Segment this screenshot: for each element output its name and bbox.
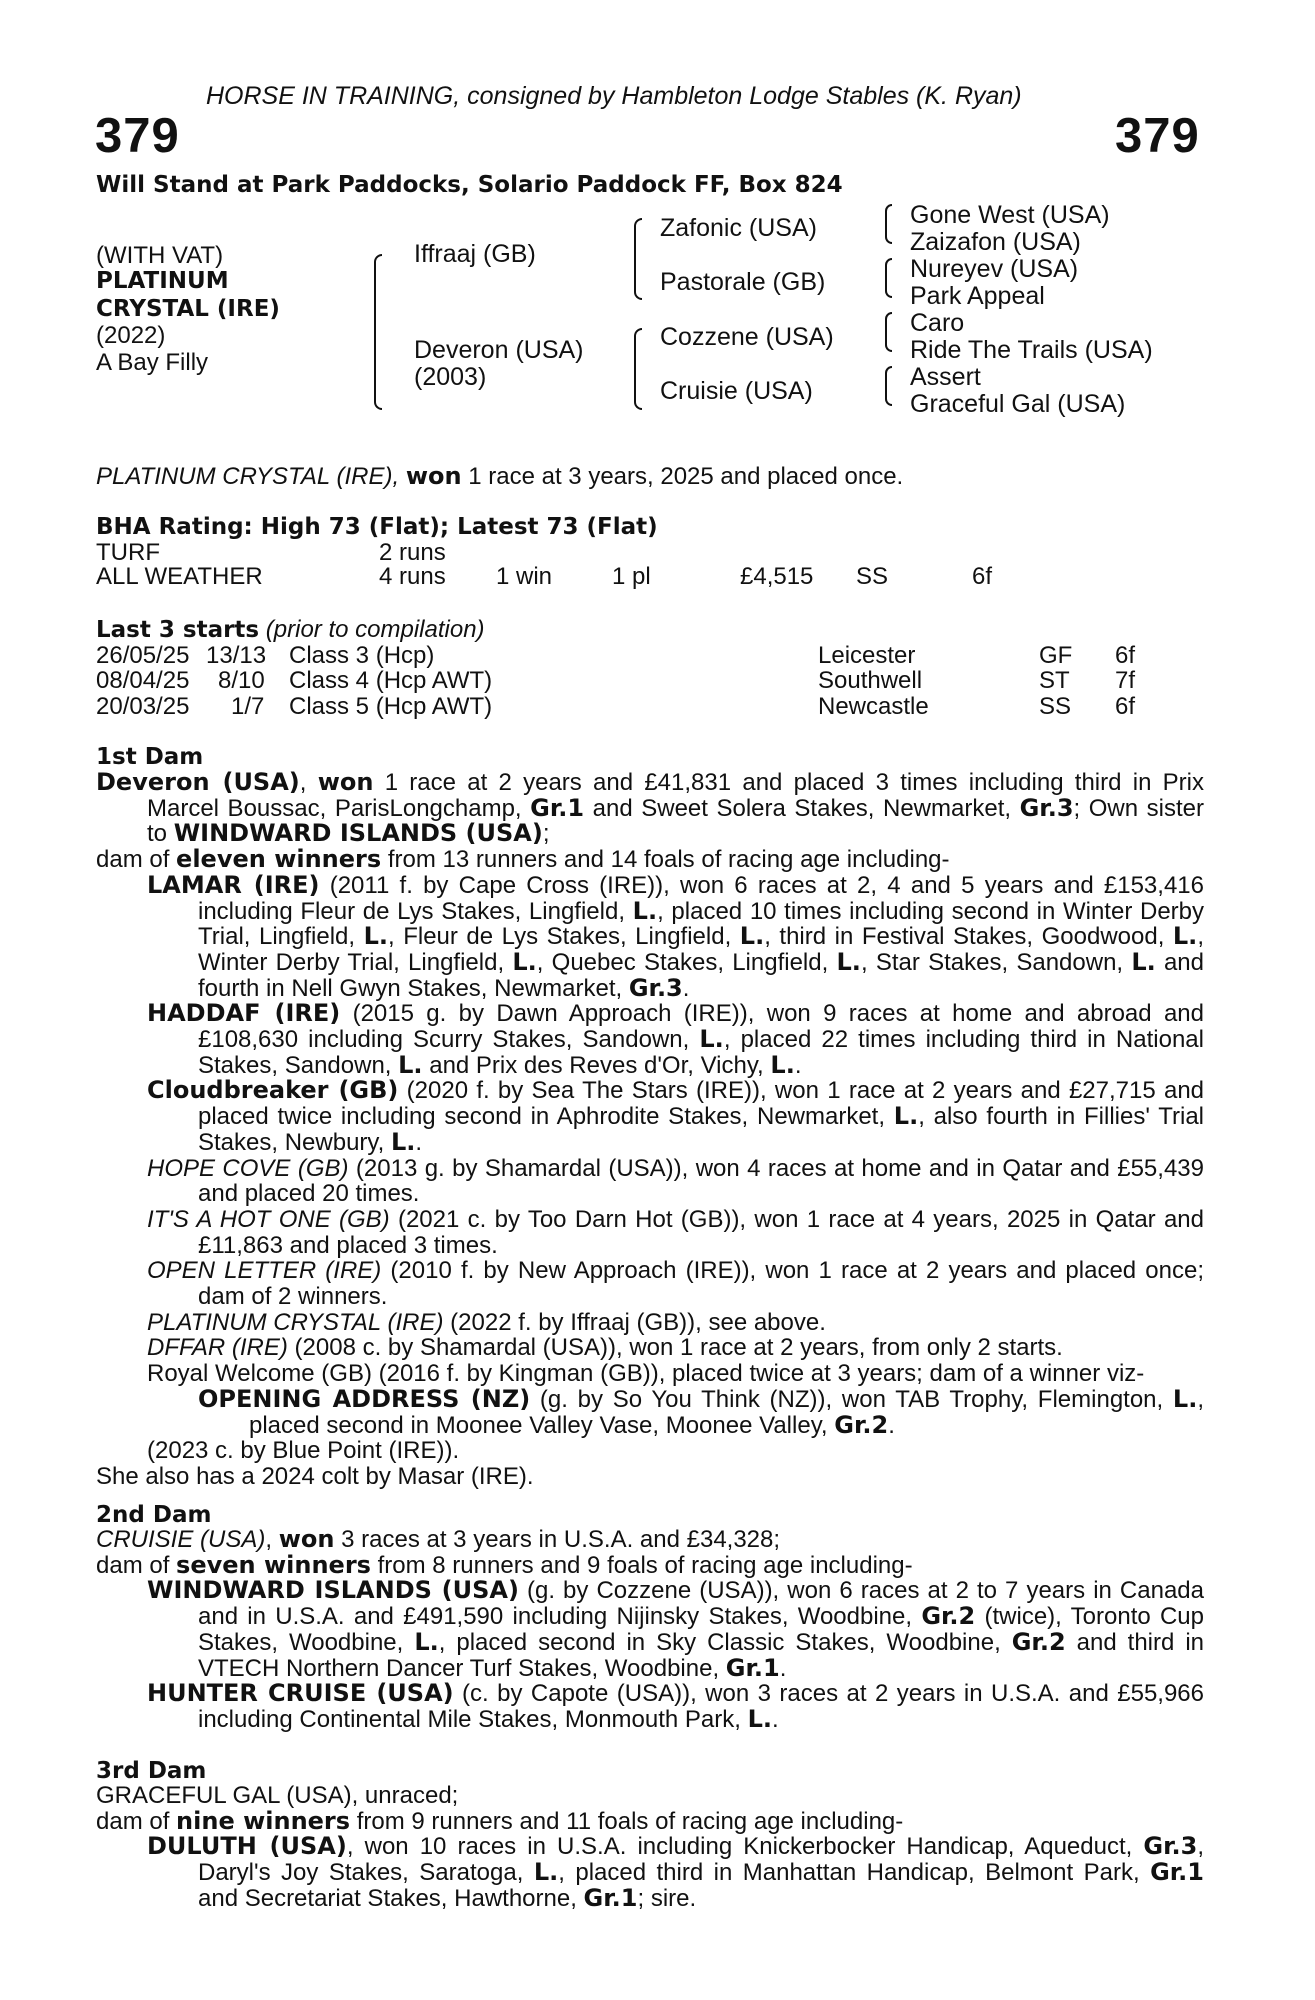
summary-line: PLATINUM CRYSTAL (IRE), won 1 race at 3 years, 2025 and placed once. (96, 462, 904, 490)
produce-entry-platinum-crystal: PLATINUM CRYSTAL (IRE) (2022 f. by Iffraaj (GB)), see above. (147, 1308, 826, 1336)
rating-turf-label: TURF (96, 539, 160, 566)
pedigree-brace-main (374, 254, 382, 410)
start-position: 8/10 (218, 667, 265, 694)
rating-aw-distance: 6f (972, 563, 993, 590)
pedigree-g1: Gone West (USA) (910, 201, 1110, 229)
rating-turf-runs: 2 runs (379, 539, 446, 566)
produce-entry-windward-islands: WINDWARD ISLANDS (USA) (g. by Cozzene (USA)), won 6 races at 2 to 7 years in Canada and in U.S.A. and £491,590 including Nijinsky Stakes, Woodbine, Gr.2 (twice), Toronto Cup Stakes, Woodbine, L., placed second in Sky Classic Stakes, Woodbine, Gr.2 and third in VTECH Northern Dancer Turf Stakes, Woodbine, Gr.1. (147, 1576, 1205, 1682)
rating-aw-going: SS (856, 563, 889, 590)
second-dam-section (96, 1527, 1204, 1733)
start-going: GF (1039, 642, 1073, 669)
horse-name-line2: CRYSTAL (IRE) (96, 296, 280, 322)
start-class: Class 4 (Hcp AWT) (289, 667, 493, 694)
pedigree-brace-dam (634, 328, 642, 410)
produce-entry-hope-cove: HOPE COVE (GB) (2013 g. by Shamardal (USA)), won 4 races at home and in Qatar and £55,439 and placed 20 times. (147, 1154, 1204, 1208)
pedigree-g8: Graceful Gal (USA) (910, 390, 1126, 418)
third-dam-section (96, 1783, 1204, 1912)
lot-number-right: 379 (1115, 109, 1200, 163)
pedigree-g6: Ride The Trails (USA) (910, 336, 1153, 364)
start-going: ST (1039, 667, 1070, 694)
rating-aw-label: ALL WEATHER (96, 563, 263, 590)
produce-entry-duluth: DULUTH (USA), won 10 races in U.S.A. including Knickerbocker Handicap, Aqueduct, Gr.3, Daryl's Joy Stakes, Saratoga, L., placed third in Manhattan Handicap, Belmont Park, Gr.1 and Secretariat Stakes, Hawthorne, Gr.1; sire. (147, 1832, 1205, 1912)
produce-entry-opening-address: OPENING ADDRESS (NZ) (g. by So You Think (NZ)), won TAB Trophy, Flemington, L., placed second in Moonee Valley Vase, Moonee Valley, Gr.2. (198, 1384, 1205, 1439)
start-course: Newcastle (818, 693, 929, 720)
last-starts-heading: Last 3 starts (prior to compilation) (96, 616, 485, 643)
pedigree-brace-g3 (885, 312, 892, 352)
first-dam-heading: 1st Dam (96, 744, 204, 770)
start-position: 13/13 (206, 642, 267, 669)
start-distance: 6f (1115, 693, 1136, 720)
pedigree-brace-sire (634, 218, 642, 300)
pedigree-dam: Deveron (USA) (414, 336, 584, 364)
rating-aw-wins: 1 win (496, 563, 553, 590)
produce-entry-cloudbreaker: Cloudbreaker (GB) (2020 f. by Sea The Stars (IRE)), won 1 race at 2 years and £27,715 and placed twice including second in Aphrodite Stakes, Newmarket, L., also fourth in Fillies' Trial Stakes, Newbury, L.. (147, 1076, 1205, 1156)
first-dam-produce-summary: dam of eleven winners from 13 runners and 14 foals of racing age including- (96, 845, 950, 874)
produce-entry-its-a-hot-one: IT'S A HOT ONE (GB) (2021 c. by Too Darn Hot (GB)), won 1 race at 4 years, 2025 in Qatar and £11,863 and placed 3 times. (147, 1205, 1204, 1259)
start-date: 26/05/25 (96, 642, 190, 669)
rating-aw-runs: 4 runs (379, 563, 446, 590)
start-position: 1/7 (231, 693, 265, 720)
start-distance: 6f (1115, 642, 1136, 669)
pedigree-g4: Park Appeal (910, 282, 1045, 310)
horse-name-line1: PLATINUM (96, 268, 229, 294)
produce-entry-hunter-cruise: HUNTER CRUISE (USA) (c. by Capote (USA)), won 3 races at 2 years in U.S.A. and £55,966 including Continental Mile Stakes, Monmouth Park, L.. (147, 1679, 1204, 1733)
start-going: SS (1039, 693, 1072, 720)
pedigree-g2: Zaizafon (USA) (910, 228, 1081, 256)
produce-entry-2023-colt: (2023 c. by Blue Point (IRE)). (147, 1437, 460, 1465)
location-line: Will Stand at Park Paddocks, Solario Paddock FF, Box 824 (96, 172, 843, 198)
produce-entry-dffar: DFFAR (IRE) (2008 c. by Shamardal (USA)), won 1 race at 2 years, from only 2 starts. (147, 1334, 1063, 1362)
lot-number-left: 379 (95, 109, 180, 163)
first-dam-section (96, 770, 1204, 1490)
start-course: Leicester (818, 642, 916, 669)
third-dam-produce-summary: dam of nine winners from 9 runners and 11 foals of racing age including- (96, 1806, 904, 1835)
produce-entry-lamar: LAMAR (IRE) (2011 f. by Cape Cross (IRE)), won 6 races at 2, 4 and 5 years and £153,416 including Fleur de Lys Stakes, Lingfield, L., placed 10 times including second in Winter Derby Trial, Lingfield, L., Fleur de Lys Stakes, Lingfield, L., third in Festival Stakes, Goodwood, L., Winter Derby Trial, Lingfield, L., Quebec Stakes, Lingfield, L., Star Stakes, Sandown, L. and fourth in Nell Gwyn Stakes, Newmarket, Gr.3. (147, 870, 1205, 1002)
first-dam-record: Deveron (USA), won 1 race at 2 years and £41,831 and placed 3 times including third in Prix Marcel Boussac, ParisLongchamp, Gr.1 and Sweet Solera Stakes, Newmarket, Gr.3; Own sister to WINDWARD ISLANDS (USA); (96, 768, 1204, 848)
pedigree-dam-year: (2003) (414, 363, 487, 391)
produce-entry-royal-welcome: Royal Welcome (GB) (2016 f. by Kingman (GB)), placed twice at 3 years; dam of a winner viz- (147, 1360, 1145, 1388)
horse-description: A Bay Filly (96, 349, 209, 376)
produce-entry-open-letter: OPEN LETTER (IRE) (2010 f. by New Approach (IRE)), won 1 race at 2 years and placed once; dam of 2 winners. (147, 1257, 1204, 1311)
pedigree-g5: Caro (910, 309, 965, 337)
produce-entry-haddaf: HADDAF (IRE) (2015 g. by Dawn Approach (IRE)), won 9 races at home and abroad and £108,630 including Scurry Stakes, Sandown, L., placed 22 times including third in National Stakes, Sandown, L. and Prix des Reves d'Or, Vichy, L.. (147, 999, 1205, 1079)
pedigree-g3: Nureyev (USA) (910, 255, 1079, 283)
rating-title: BHA Rating: High 73 (Flat); Latest 73 (Flat) (96, 514, 658, 540)
start-course: Southwell (818, 667, 923, 694)
pedigree-brace-g1 (885, 204, 892, 244)
pedigree-sire-dam: Pastorale (GB) (660, 268, 826, 296)
second-dam-record: CRUISIE (USA), won 3 races at 3 years in U.S.A. and £34,328; (96, 1525, 781, 1553)
pedigree-dam-sire: Cozzene (USA) (660, 323, 834, 351)
pedigree-sire-sire: Zafonic (USA) (660, 214, 817, 242)
pedigree-sire: Iffraaj (GB) (414, 240, 536, 268)
summary-horse-name: PLATINUM CRYSTAL (IRE) (96, 463, 393, 490)
horse-year: (2022) (96, 322, 166, 349)
summary-won: won (405, 462, 462, 490)
vat-note: (WITH VAT) (96, 242, 224, 269)
rating-aw-placed: 1 pl (612, 563, 651, 590)
pedigree-dam-dam: Cruisie (USA) (660, 377, 813, 405)
consignment-line: HORSE IN TRAINING, consigned by Hambleton Lodge Stables (K. Ryan) (206, 82, 1022, 110)
third-dam-heading: 3rd Dam (96, 1758, 207, 1784)
start-date: 08/04/25 (96, 667, 190, 694)
produce-entry-2024-colt: She also has a 2024 colt by Masar (IRE). (96, 1462, 534, 1490)
third-dam-record: GRACEFUL GAL (USA), unraced; (96, 1782, 459, 1809)
pedigree-brace-g2 (885, 258, 892, 298)
start-class: Class 5 (Hcp AWT) (289, 693, 493, 720)
rating-aw-earnings: £4,515 (740, 563, 814, 590)
start-distance: 7f (1115, 667, 1136, 694)
start-date: 20/03/25 (96, 693, 190, 720)
pedigree-brace-g4 (885, 366, 892, 406)
start-class: Class 3 (Hcp) (289, 642, 435, 669)
second-dam-heading: 2nd Dam (96, 1502, 212, 1528)
second-dam-produce-summary: dam of seven winners from 8 runners and 9 foals of racing age including- (96, 1550, 913, 1579)
pedigree-g7: Assert (910, 363, 981, 391)
